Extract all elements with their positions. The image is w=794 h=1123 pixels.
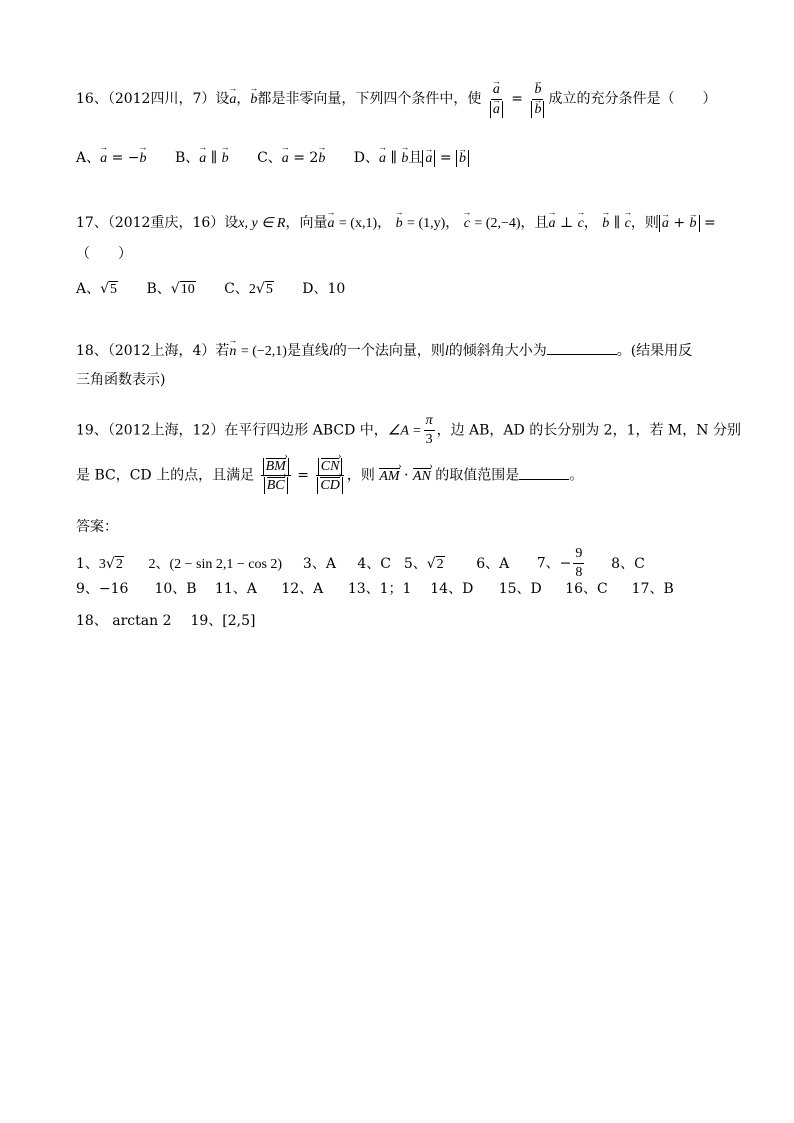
answer-blank xyxy=(519,479,569,480)
q16-option-b: B、a → ∥ b → xyxy=(175,147,229,167)
q17-option-d: D、10 xyxy=(302,281,346,297)
question-19-line2: 是 BC，CD 上的点，且满足 $\frac{BM ›}{BC}$ › = $\frac{CN ›}{CD}$ › ，则 AM › · AN › 的取值范围是 。 xyxy=(76,457,583,494)
q16-option-d: D、a → ∥ b →且 a → = b → xyxy=(354,147,469,167)
pi-over-3: $\frac{\pi}{3}$ xyxy=(425,413,433,447)
vector-a: a → xyxy=(229,92,236,108)
answers-row-2: 9、−16 10、B 11、A 12、A 13、1；1 14、D 15、D 16、C 17、B xyxy=(76,581,674,597)
q16-prefix: 16、（2012四川，7）设 xyxy=(76,91,230,107)
question-16: 16、（2012四川，7）设a →，b →都是非零向量，下列四个条件中，使 $\frac{a \to}{a}$ → = $\frac{b \to}{b}$ → 成立的充分条件是（ ） xyxy=(76,80,716,118)
q16-options xyxy=(76,147,493,167)
q17-option-a: A、√5 xyxy=(76,281,118,297)
answers-row-1: 1、3√2 2、(2 − sin 2,1 − cos 2) 3、A 4、C 5、√2 6、A 7、− $\frac{9}{8}$ 8、C xyxy=(76,546,645,580)
q17-bracket: （ ） xyxy=(76,246,132,262)
question-19: 19、（2012上海，12）在平行四边形 ABCD 中，∠A = $\frac{\pi}{3}$ ，边 AB，AD 的长分别为 2，1，若 M，N 分别 xyxy=(76,413,741,447)
vector-b: b → xyxy=(250,92,257,108)
unit-vector-a-fraction: $\frac{a \to}{a}$ → xyxy=(488,80,505,118)
answers-title: 答案： xyxy=(76,519,118,535)
q17-option-b: B、√10 xyxy=(146,281,195,297)
q17-option-c: C、2√5 xyxy=(224,281,273,297)
answers-row-3: 18、 arctan 2 19、[2,5] xyxy=(76,613,256,629)
answer-blank xyxy=(547,354,617,355)
q16-option-a: A、a → = −b → xyxy=(76,147,147,167)
ratio-bm-bc: $\frac{BM ›}{BC}$ › xyxy=(261,457,291,494)
question-17: 17、（2012重庆，16）设x, y ∈ R，向量a → = (x,1)， b → = (1,y)， c → = (2,−4)，且a → ⊥ c →， b → ∥ c →，则 a → + b → = xyxy=(76,212,716,232)
q17-options xyxy=(76,278,369,298)
q16-option-c: C、a → = 2b → xyxy=(257,147,325,167)
question-18: 18、（2012上海，4）若n → = (−2,1)是直线l的一个法向量，则l的倾斜角大小为 。(结果用反 xyxy=(76,340,692,360)
ratio-cn-cd: $\frac{CN ›}{CD}$ › xyxy=(315,457,344,494)
unit-vector-b-fraction: $\frac{b \to}{b}$ → xyxy=(529,80,546,118)
q18-line2: 三角函数表示) xyxy=(76,372,166,388)
